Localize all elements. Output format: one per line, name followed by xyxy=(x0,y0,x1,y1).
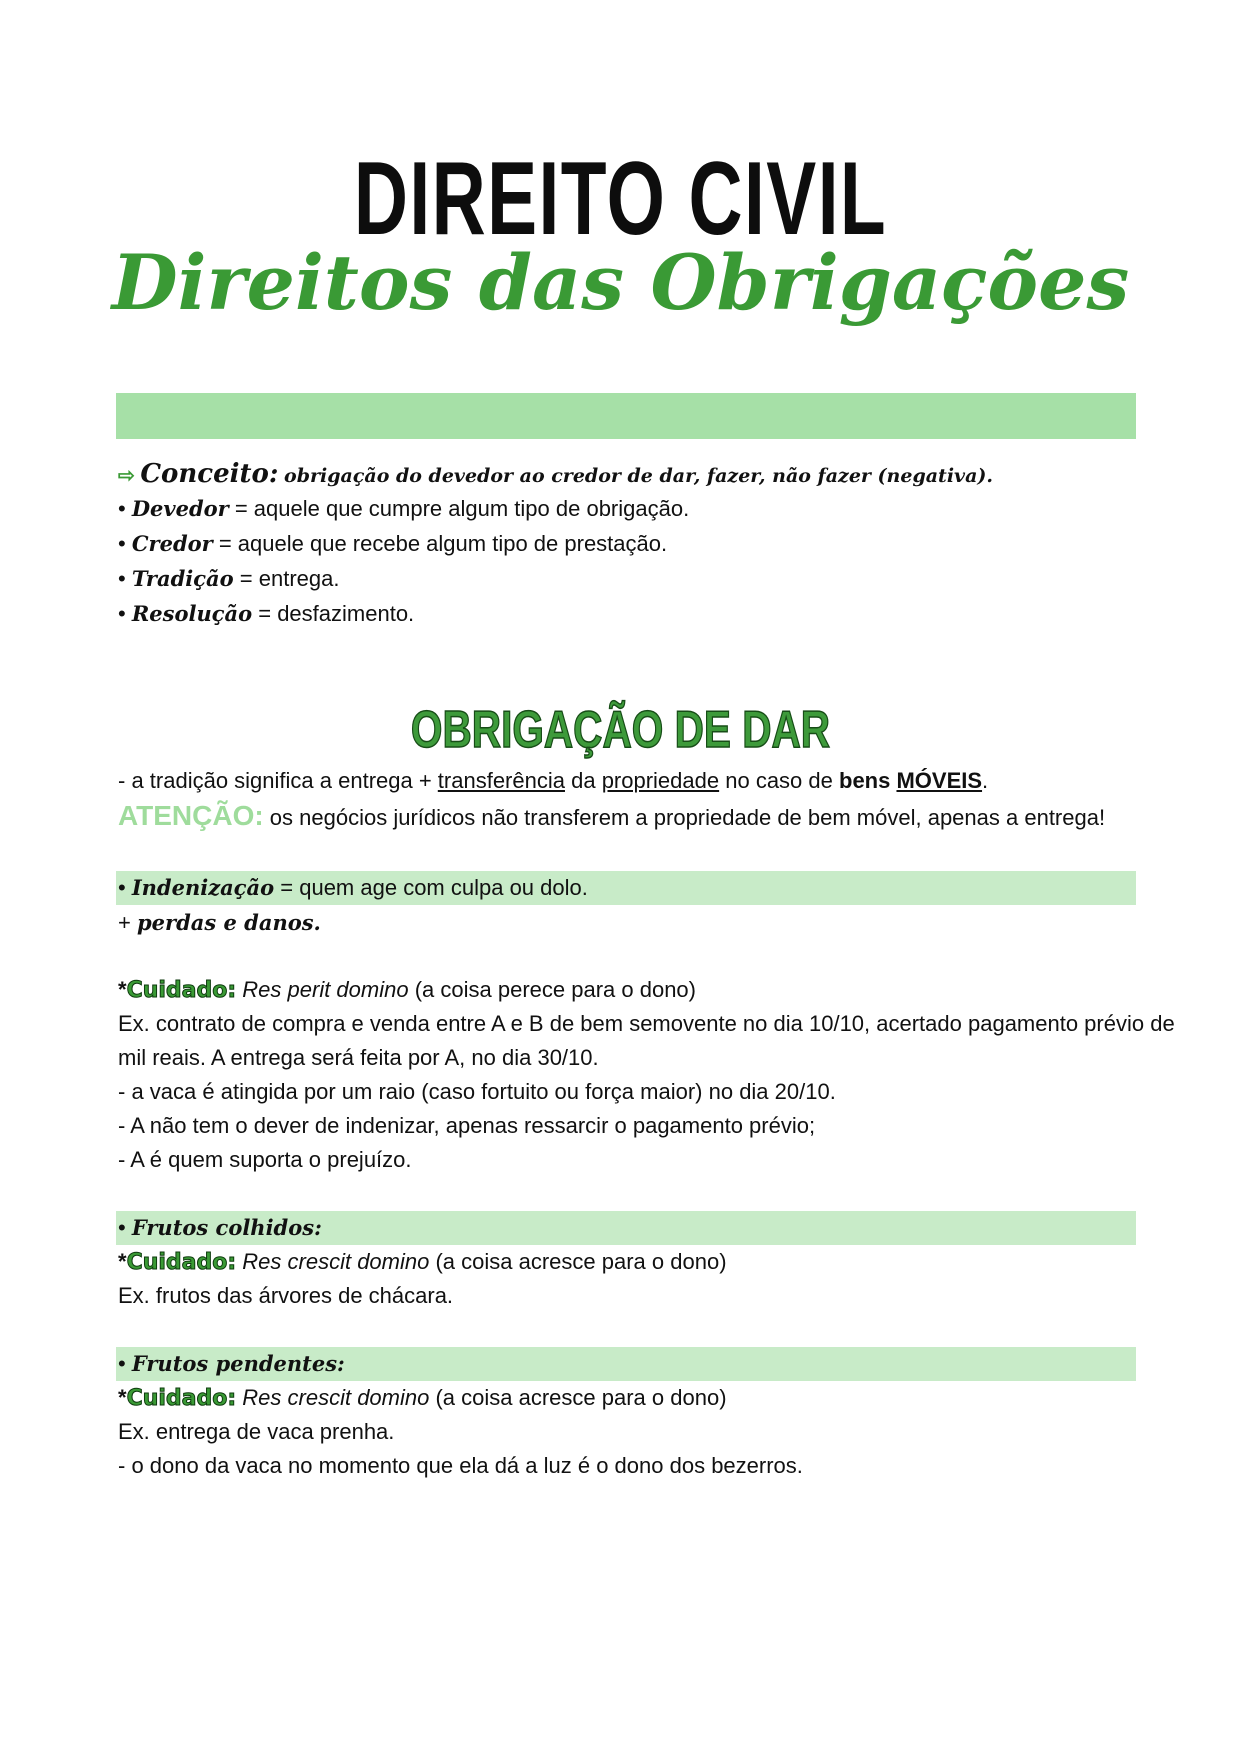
asterisk: * xyxy=(118,1385,127,1410)
cuidado-label: Cuidado: xyxy=(126,1250,237,1275)
example-line: - o dono da vaca no momento que ela dá a luz é o dono dos bezerros. xyxy=(118,1453,803,1478)
asterisk: * xyxy=(118,977,127,1002)
example-line: - A é quem suporta o prejuízo. xyxy=(118,1147,412,1172)
definition-text: = entrega. xyxy=(233,566,340,591)
latin-phrase: Res perit domino xyxy=(236,977,415,1002)
concept-line xyxy=(118,457,993,493)
text: (a coisa acresce para o dono) xyxy=(435,1385,727,1410)
cuidado-label: Cuidado: xyxy=(126,1386,237,1411)
bullet: • xyxy=(118,1215,132,1240)
definition-term: Resolução xyxy=(131,601,253,626)
text: da xyxy=(564,768,602,793)
text: (a coisa perece para o dono) xyxy=(414,977,696,1002)
attention-line xyxy=(118,799,1105,835)
attention-text: os negócios jurídicos não transferem a propriedade de bem móvel, apenas a entrega! xyxy=(263,805,1106,830)
page-title: DIREITO CIVIL xyxy=(353,141,888,257)
definition-term: Tradição xyxy=(131,566,234,591)
definition-item: • Tradição = entrega. xyxy=(118,566,340,591)
example-line: Ex. entrega de vaca prenha. xyxy=(118,1419,395,1444)
example-line: Ex. contrato de compra e venda entre A e B de bem semovente no dia 10/10, acertado pagamento prévio de xyxy=(118,1011,1175,1036)
definition-term: Devedor xyxy=(131,496,229,521)
text: no caso de xyxy=(719,768,839,793)
definition-term: Credor xyxy=(131,531,213,556)
term: Indenização xyxy=(131,875,275,900)
example-line: - a vaca é atingida por um raio (caso fortuito ou força maior) no dia 20/10. xyxy=(118,1079,836,1104)
term: Frutos colhidos: xyxy=(131,1215,322,1240)
underlined-text: propriedade xyxy=(601,768,720,793)
underlined-text: transferência xyxy=(437,768,565,793)
frutos-pendentes-line xyxy=(118,1347,345,1381)
term: Frutos pendentes: xyxy=(131,1351,345,1376)
asterisk: * xyxy=(118,1249,127,1274)
term: perdas e danos. xyxy=(136,910,321,935)
definition-item: • Credor = aquele que recebe algum tipo de prestação. xyxy=(118,531,668,556)
text: (a coisa acresce para o dono) xyxy=(435,1249,727,1274)
bullet: • xyxy=(118,875,132,900)
plus: + xyxy=(118,910,137,935)
cuidado-line xyxy=(118,973,696,1008)
arrow-right-icon: ⇨ xyxy=(118,465,135,487)
text: - a tradição significa a entrega + xyxy=(118,768,438,793)
concept-label: Conceito: xyxy=(140,459,279,489)
text: = quem age com culpa ou dolo. xyxy=(274,875,588,900)
tradition-line xyxy=(118,764,988,798)
cuidado-line xyxy=(118,1245,727,1280)
page-subtitle: Direitos das Obrigações xyxy=(111,238,1130,327)
bold-underlined-text: MÓVEIS xyxy=(896,768,983,793)
definition-text: = aquele que recebe algum tipo de prestação. xyxy=(212,531,668,556)
example-line: mil reais. A entrega será feita por A, no dia 30/10. xyxy=(118,1045,599,1070)
latin-phrase: Res crescit domino xyxy=(236,1249,436,1274)
definition-text: = desfazimento. xyxy=(252,601,415,626)
frutos-colhidos-line xyxy=(118,1211,322,1245)
example-line: - A não tem o dever de indenizar, apenas ressarcir o pagamento prévio; xyxy=(118,1113,816,1138)
cuidado-label: Cuidado: xyxy=(126,978,237,1003)
indenizacao-line xyxy=(118,871,588,905)
concept-text: obrigação do devedor ao credor de dar, fazer, não fazer (negativa). xyxy=(284,465,993,487)
bold-text: bens xyxy=(839,768,897,793)
bullet: • xyxy=(118,1351,132,1376)
green-banner xyxy=(116,393,1136,439)
latin-phrase: Res crescit domino xyxy=(236,1385,436,1410)
perdas-line xyxy=(118,906,321,940)
definition-item: • Resolução = desfazimento. xyxy=(118,601,415,626)
definition-text: = aquele que cumpre algum tipo de obrigação. xyxy=(228,496,690,521)
section-heading: OBRIGAÇÃO DE DAR xyxy=(410,701,831,759)
cuidado-line xyxy=(118,1381,727,1416)
attention-label: ATENÇÃO: xyxy=(118,800,264,831)
example-line: Ex. frutos das árvores de chácara. xyxy=(118,1283,454,1308)
definition-item: • Devedor = aquele que cumpre algum tipo de obrigação. xyxy=(118,496,690,521)
text: . xyxy=(982,768,989,793)
